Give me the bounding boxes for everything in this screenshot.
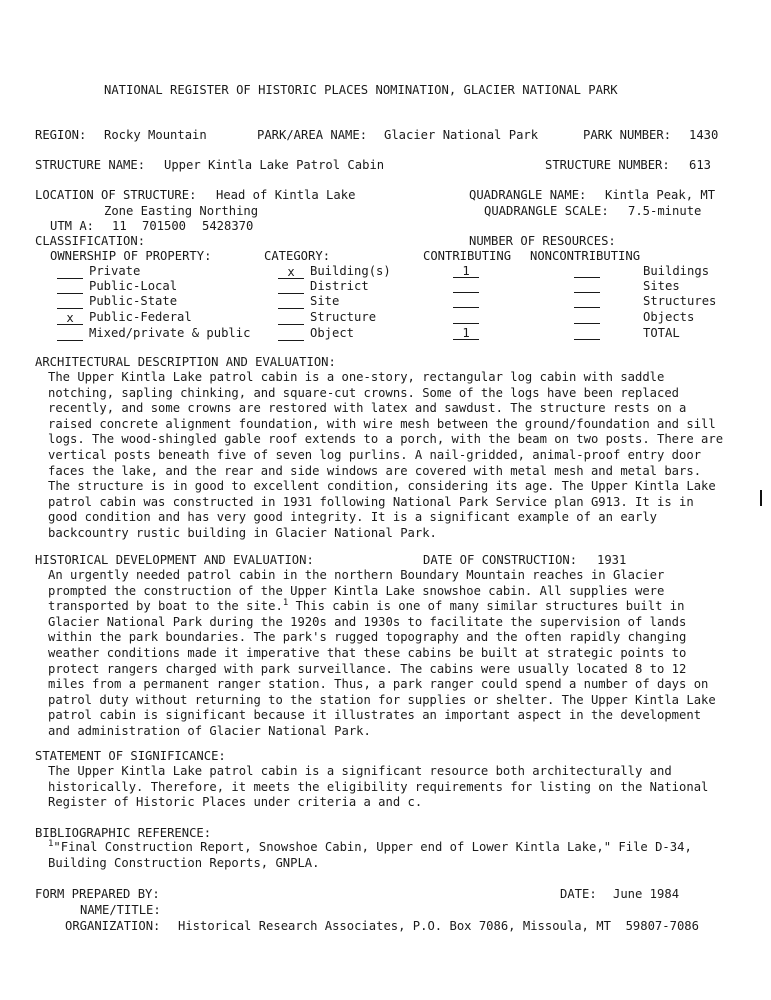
organization-value: Historical Research Associates, P.O. Box 7086, Missoula, MT 59807-7086 — [178, 919, 699, 933]
quad-scale-label: QUADRANGLE SCALE: — [484, 204, 609, 218]
utm-header: Zone Easting Northing — [104, 204, 259, 218]
category-mark: x — [278, 264, 304, 279]
category-mark — [278, 294, 304, 309]
contributing-count — [453, 278, 479, 293]
noncontributing-count — [574, 309, 600, 324]
park-number-value: 1430 — [689, 128, 719, 142]
category-mark — [278, 326, 304, 341]
contributing-count: 1 — [453, 325, 479, 340]
ownership-option: Public-State — [89, 294, 178, 308]
structure-number-label: STRUCTURE NUMBER: — [545, 158, 670, 172]
location-value: Head of Kintla Lake — [216, 188, 356, 202]
resource-type: TOTAL — [643, 326, 680, 340]
resources-label: NUMBER OF RESOURCES: — [469, 234, 616, 248]
ownership-mark — [57, 326, 83, 341]
ownership-mark — [57, 264, 83, 279]
category-option: District — [310, 279, 369, 293]
utm-easting: 701500 — [142, 219, 187, 233]
category-label: CATEGORY: — [264, 249, 331, 263]
scan-mark — [760, 490, 762, 506]
ownership-label: OWNERSHIP OF PROPERTY: — [50, 249, 212, 263]
quad-name-label: QUADRANGLE NAME: — [469, 188, 587, 202]
historical-text — [48, 568, 728, 740]
form-title: NATIONAL REGISTER OF HISTORIC PLACES NOMINATION, GLACIER NATIONAL PARK — [104, 83, 618, 97]
significance-label: STATEMENT OF SIGNIFICANCE: — [35, 749, 226, 763]
noncontributing-label: NONCONTRIBUTING — [530, 249, 641, 263]
park-value: Glacier National Park — [384, 128, 539, 142]
region-label: REGION: — [35, 128, 87, 142]
resource-type: Structures — [643, 294, 717, 308]
bibliography-mark: 1 — [48, 838, 54, 849]
quad-scale-value: 7.5-minute — [628, 204, 702, 218]
construction-date-value: 1931 — [597, 553, 627, 567]
category-option: Structure — [310, 310, 377, 324]
organization-label: ORGANIZATION: — [65, 919, 161, 933]
architectural-paragraph: The Upper Kintla Lake patrol cabin is a one-story, rectangular log cabin with saddle notching, sapling chinking, and square-cut crowns. Some of the logs have been replaced recently, and some crowns are restored with latex and sawdust. The structure rests on a raised concrete alignment foundation, with wire mesh between the ground/foundation and sill logs. The wood-shingled gable roof extends to a porch, with the beam on two posts. There are vertical posts beneath five of seven log purlins. A nail-gridded, animal-proof entry door faces the lake, and the rear and side windows are covered with metal mesh and metal bars. The structure is in good to excellent condition, considering its age. The Upper Kintla Lake patrol cabin was constructed in 1931 following National Park Service plan G913. It is in good condition and has very good integrity. It is a significant example of an early backcountry rustic building in Glacier National Park. — [48, 370, 724, 540]
ownership-option: Private — [89, 264, 141, 278]
significance-paragraph: The Upper Kintla Lake patrol cabin is a significant resource both architecturally and historically. Therefore, it meets the eligibility requirements for listing on the National Register of Historic Places under criteria a and c. — [48, 764, 709, 810]
bibliography-text — [48, 840, 728, 871]
form-date-value: June 1984 — [613, 887, 680, 901]
quad-name-value: Kintla Peak, MT — [605, 188, 716, 202]
park-label: PARK/AREA NAME: — [257, 128, 368, 142]
contributing-count — [453, 309, 479, 324]
construction-date-label: DATE OF CONSTRUCTION: — [423, 553, 578, 567]
ownership-mark: x — [57, 310, 83, 325]
region-value: Rocky Mountain — [104, 128, 207, 142]
architectural-text — [48, 370, 728, 542]
category-mark — [278, 279, 304, 294]
contributing-count — [453, 293, 479, 308]
contributing-label: CONTRIBUTING — [423, 249, 512, 263]
historical-label: HISTORICAL DEVELOPMENT AND EVALUATION: — [35, 553, 314, 567]
noncontributing-count — [574, 325, 600, 340]
ownership-mark — [57, 279, 83, 294]
bibliography-entry: "Final Construction Report, Snowshoe Cabin, Upper end of Lower Kintla Lake," File D-34, Building Construction Reports, GNPLA. — [48, 840, 692, 870]
ownership-option: Public-Local — [89, 279, 178, 293]
ownership-option: Mixed/private & public — [89, 326, 251, 340]
contributing-count: 1 — [453, 263, 479, 278]
significance-text — [48, 764, 728, 811]
category-option: Site — [310, 294, 340, 308]
footnote-mark: 1 — [282, 598, 289, 609]
park-number-label: PARK NUMBER: — [583, 128, 672, 142]
noncontributing-count — [574, 293, 600, 308]
category-mark — [278, 310, 304, 325]
name-title-label: NAME/TITLE: — [80, 903, 161, 917]
structure-name-value: Upper Kintla Lake Patrol Cabin — [164, 158, 385, 172]
category-option: Object — [310, 326, 355, 340]
utm-label: UTM A: — [50, 219, 95, 233]
historical-paragraph-a: An urgently needed patrol cabin in the northern Boundary Mountain reaches in Glacier prompted the construction of the Upper Kintla Lake snowshoe cabin. All supplies were transported by boat to the site. — [48, 568, 665, 614]
form-prepared-label: FORM PREPARED BY: — [35, 887, 160, 901]
location-label: LOCATION OF STRUCTURE: — [35, 188, 197, 202]
classification-label: CLASSIFICATION: — [35, 234, 146, 248]
resource-type: Buildings — [643, 264, 710, 278]
architectural-label: ARCHITECTURAL DESCRIPTION AND EVALUATION: — [35, 355, 336, 369]
ownership-mark — [57, 294, 83, 309]
utm-northing: 5428370 — [202, 219, 254, 233]
structure-number-value: 613 — [689, 158, 712, 172]
ownership-option: Public-Federal — [89, 310, 192, 324]
utm-zone: 11 — [112, 219, 127, 233]
form-date-label: DATE: — [560, 887, 597, 901]
category-option: Building(s) — [310, 264, 391, 278]
noncontributing-count — [574, 278, 600, 293]
historical-paragraph-b: This cabin is one of many similar structures built in Glacier National Park during the 1920s and 1930s to facilitate the supervision of lands within the park boundaries. The park's rugged topography and the often rapidly changing weather conditions made it imperative that these cabins be built at strategic points to protect rangers charged with park surveillance. The cabins were usually located 8 to 12 miles from a permanent ranger station. Thus, a park ranger could spend a number of days on patrol duty without returning to the station for supplies or shelter. The Upper Kintla Lake patrol cabin is significant because it illustrates an important aspect in the development and administration of Glacier National Park. — [48, 599, 716, 738]
noncontributing-count — [574, 263, 600, 278]
resource-type: Objects — [643, 310, 695, 324]
bibliography-label: BIBLIOGRAPHIC REFERENCE: — [35, 826, 212, 840]
resource-type: Sites — [643, 279, 680, 293]
structure-name-label: STRUCTURE NAME: — [35, 158, 146, 172]
